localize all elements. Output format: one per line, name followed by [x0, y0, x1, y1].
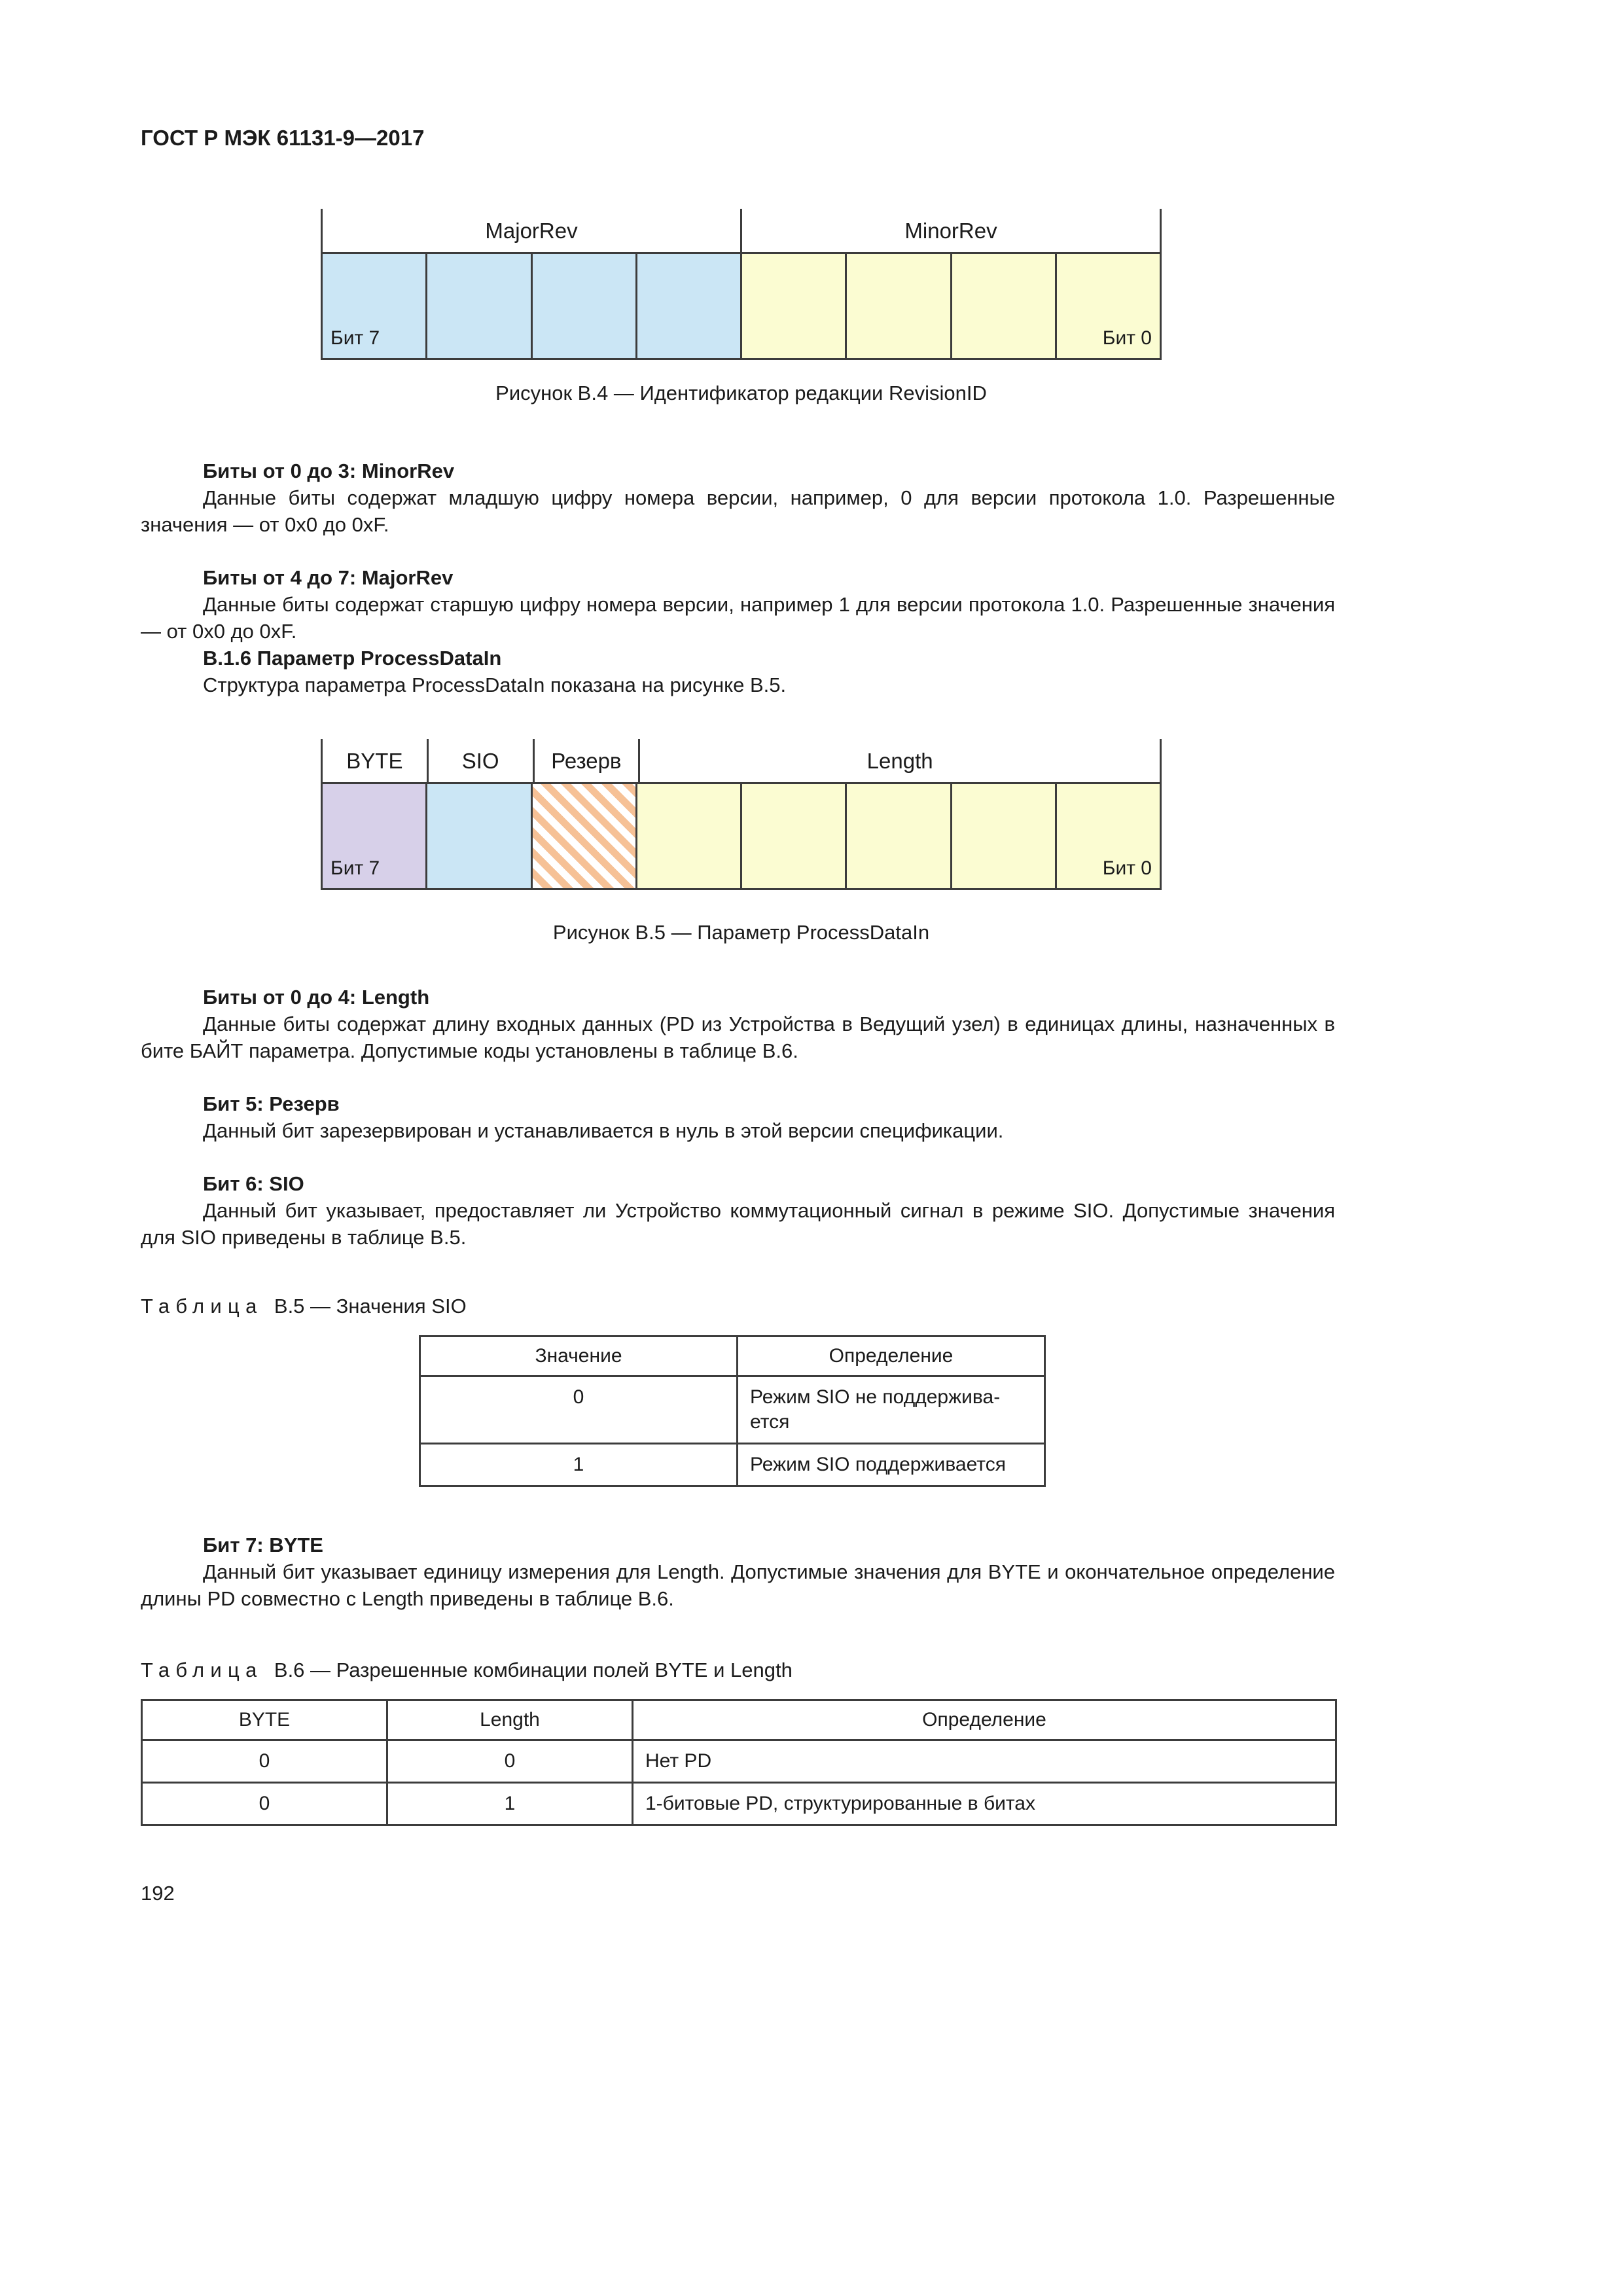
table-b5-cell-definition-0: Режим SIO не поддерживается	[738, 1376, 1045, 1444]
label-byte: BYTE	[321, 739, 427, 782]
table-b5-caption-word: Таблица	[141, 1295, 263, 1318]
table-b5-header-value: Значение	[420, 1336, 738, 1376]
table-b6-cell-length-1: 1	[387, 1783, 633, 1825]
bit-cell-3	[740, 784, 845, 888]
paragraph-majorrev: Данные биты содержат старшую цифру номера версии, например 1 для версии протокола 1.0. Разрешенные значения — от 0x0 до 0xF.	[141, 593, 1335, 643]
bit0-label: Бит 0	[1102, 857, 1152, 879]
heading-bits-0-3-minorrev: Биты от 0 до 3: MinorRev	[203, 459, 455, 482]
label-minorrev: MinorRev	[740, 209, 1160, 252]
figure-processdatain	[321, 739, 1162, 946]
bit-cell-3	[740, 254, 845, 358]
paragraph-byte: Данный бит указывает единицу измерения для Length. Допустимые значения для BYTE и окончательное определение длины PD совместно с Length приведены в таблице В.6.	[141, 1560, 1335, 1610]
table-b5-cell-value-1: 1	[420, 1444, 738, 1486]
paragraph-length: Данные биты содержат длину входных данных (PD из Устройства в Ведущий узел) в единицах длины, назначенных в бите БАЙТ параметра. Допустимые коды установлены в таблице В.6.	[141, 1013, 1335, 1062]
bit7-label: Бит 7	[330, 327, 380, 349]
table-b6	[141, 1699, 1337, 1826]
table-row	[142, 1783, 1336, 1825]
heading-bits-4-7-majorrev: Биты от 4 до 7: MajorRev	[203, 566, 454, 589]
bit-cell-7-byte	[323, 784, 425, 888]
heading-bit-6-sio: Бит 6: SIO	[203, 1172, 304, 1195]
page-number: 192	[141, 1882, 175, 1905]
bit-cell-2	[845, 784, 950, 888]
label-length: Length	[638, 739, 1160, 782]
table-b5	[419, 1335, 1046, 1487]
bit0-label: Бит 0	[1102, 327, 1152, 349]
paragraph-sio: Данный бит указывает, предоставляет ли Устройство коммутационный сигнал в режиме SIO. Допустимые значения для SIO приведены в таблице В.5.	[141, 1199, 1335, 1249]
table-b5-caption	[141, 1293, 1335, 1319]
table-b6-cell-length-0: 0	[387, 1740, 633, 1783]
table-b6-caption	[141, 1657, 1335, 1683]
bit-cell-2	[845, 254, 950, 358]
bit-cell-5-reserve	[531, 784, 635, 888]
bit7-label: Бит 7	[330, 857, 380, 879]
bit-cell-5	[531, 254, 635, 358]
bit-cell-7	[323, 254, 425, 358]
bit-cell-6-sio	[425, 784, 530, 888]
heading-bit-7-byte: Бит 7: BYTE	[203, 1534, 323, 1556]
bit-cell-4	[635, 784, 740, 888]
heading-bit-5-reserve: Бит 5: Резерв	[203, 1092, 340, 1115]
bit-cell-1	[950, 254, 1055, 358]
table-b5-cell-value-0: 0	[420, 1376, 738, 1444]
table-b6-cell-definition-0: Нет PD	[633, 1740, 1336, 1783]
bit-cell-4	[635, 254, 740, 358]
bit-cell-1	[950, 784, 1055, 888]
table-b6-header-length: Length	[387, 1700, 633, 1740]
table-b6-cell-byte-0: 0	[142, 1740, 387, 1783]
document-code-header: ГОСТ Р МЭК 61131-9—2017	[141, 126, 425, 150]
label-reserve: Резерв	[533, 739, 639, 782]
heading-b16-processdatain: В.1.6 Параметр ProcessDataIn	[203, 647, 502, 670]
table-b5-header-definition: Определение	[738, 1336, 1045, 1376]
table-b6-caption-word: Таблица	[141, 1659, 263, 1681]
bit-cell-6	[425, 254, 530, 358]
table-b5-header-row	[420, 1336, 1045, 1376]
figure-processdatain-cells	[321, 782, 1162, 890]
label-sio: SIO	[427, 739, 533, 782]
paragraph-b16: Структура параметра ProcessDataIn показана на рисунке В.5.	[203, 673, 787, 696]
paragraph-reserve: Данный бит зарезервирован и устанавливается в нуль в этой версии спецификации.	[203, 1119, 1004, 1142]
bit-cell-0	[1055, 784, 1160, 888]
figure-b5-caption: Рисунок В.5 — Параметр ProcessDataIn	[552, 921, 930, 944]
table-b5-cell-definition-1: Режим SIO поддерживается	[738, 1444, 1045, 1486]
bit-cell-0	[1055, 254, 1160, 358]
table-b6-cell-definition-1: 1-битовые PD, структурированные в битах	[633, 1783, 1336, 1825]
table-b5-caption-rest: В.5 — Значения SIO	[274, 1295, 467, 1318]
table-b6-caption-rest: В.6 — Разрешенные комбинации полей BYTE и Length	[274, 1659, 793, 1681]
figure-processdatain-labels	[321, 739, 1162, 782]
figure-revisionid-cells	[321, 252, 1162, 360]
table-b6-header-definition: Определение	[633, 1700, 1336, 1740]
figure-revisionid	[321, 209, 1162, 406]
label-majorrev: MajorRev	[321, 209, 740, 252]
figure-b4-caption: Рисунок В.4 — Идентификатор редакции RevisionID	[495, 382, 987, 404]
table-row	[142, 1740, 1336, 1783]
table-row	[420, 1444, 1045, 1486]
table-b6-header-byte: BYTE	[142, 1700, 387, 1740]
figure-revisionid-labels	[321, 209, 1162, 252]
table-row	[420, 1376, 1045, 1444]
table-b6-cell-byte-1: 0	[142, 1783, 387, 1825]
table-b6-header-row	[142, 1700, 1336, 1740]
heading-bits-0-4-length: Биты от 0 до 4: Length	[203, 986, 430, 1009]
paragraph-minorrev: Данные биты содержат младшую цифру номера версии, например, 0 для версии протокола 1.0. Разрешенные значения — от 0x0 до 0xF.	[141, 486, 1335, 536]
